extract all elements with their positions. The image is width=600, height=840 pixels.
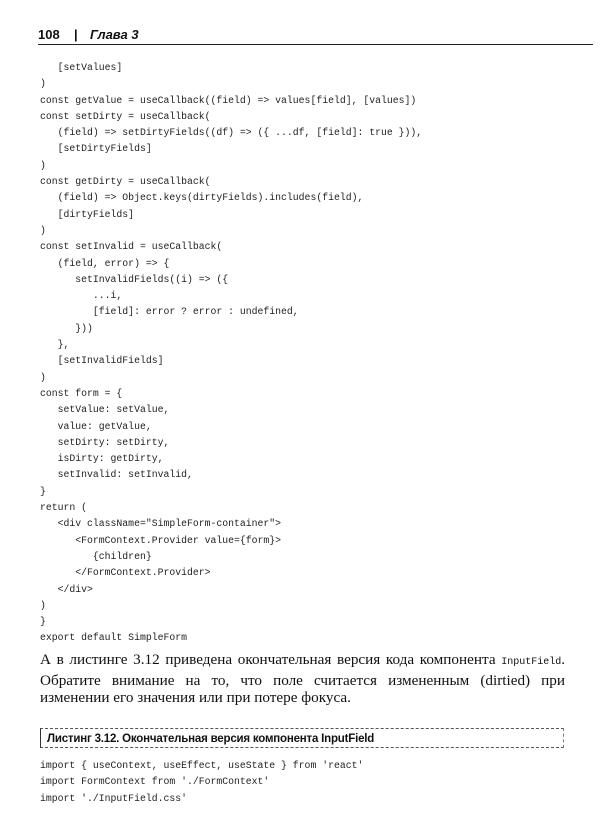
code-line: [setValues] <box>40 62 123 73</box>
code-line: value: getValue, <box>40 420 152 432</box>
code-line: const getValue = useCallback((field) => values[field], [values]) <box>40 94 417 106</box>
inline-code-term: InputField <box>501 657 562 668</box>
code-line: } <box>40 485 46 497</box>
code-line: const getDirty = useCallback( <box>40 176 211 188</box>
code-line: }, <box>40 339 70 351</box>
code-line: import FormContext from './FormContext' <box>40 776 270 788</box>
code-line: <FormContext.Provider value={form}> <box>40 534 282 546</box>
body-paragraph <box>40 651 565 707</box>
code-line: {children} <box>40 550 152 562</box>
code-line: (field) => Object.keys(dirtyFields).includes(field), <box>40 192 364 204</box>
code-line: (field, error) => { <box>40 257 170 269</box>
code-line: setInvalid: setInvalid, <box>40 469 193 481</box>
code-line: ) <box>40 159 46 171</box>
page-number: 108 <box>38 27 60 42</box>
code-line: ) <box>40 78 46 90</box>
listing-caption: Листинг 3.12. Окончательная версия компонента InputField <box>40 728 564 748</box>
code-line: const setInvalid = useCallback( <box>40 241 223 253</box>
code-line: export default SimpleForm <box>40 632 187 644</box>
code-line: (field) => setDirtyFields((df) => ({ ...df, [field]: true })), <box>40 127 423 139</box>
code-line: ) <box>40 224 46 236</box>
code-line: const form = { <box>40 387 123 399</box>
code-line: ) <box>40 371 46 383</box>
code-line: setInvalidFields((i) => ({ <box>40 273 229 285</box>
code-line: [setDirtyFields] <box>40 143 152 155</box>
code-line: const setDirty = useCallback( <box>40 110 211 122</box>
code-line: import { useContext, useEffect, useState } from 'react' <box>40 760 364 771</box>
code-line: </div> <box>40 583 93 595</box>
code-line: return ( <box>40 502 88 514</box>
code-line: })) <box>40 322 93 334</box>
header-separator: | <box>74 27 78 42</box>
chapter-title: Глава 3 <box>90 27 139 42</box>
code-line: [dirtyFields] <box>40 208 135 220</box>
code-listing-inputfield <box>40 758 363 807</box>
page-header <box>38 26 593 45</box>
code-line: setDirty: setDirty, <box>40 436 170 448</box>
code-line: import './InputField.css' <box>40 792 187 804</box>
code-line: setValue: setValue, <box>40 404 170 416</box>
code-line: [field]: error ? error : undefined, <box>40 306 299 318</box>
code-line: [setInvalidFields] <box>40 355 164 367</box>
code-line: </FormContext.Provider> <box>40 567 211 579</box>
code-line: isDirty: getDirty, <box>40 453 164 465</box>
code-line: <div className="SimpleForm-container"> <box>40 518 282 530</box>
code-line: ) <box>40 599 46 611</box>
paragraph-text: А в листинге 3.12 приведена окончательная версия кода компонента <box>40 651 502 668</box>
code-line: } <box>40 616 46 628</box>
paragraph-text-continued: . Обратите внимание на то, что поле считается измененным (dirtied) при изменении его значения или при потере фокуса. <box>40 651 565 706</box>
code-line: ...i, <box>40 290 123 302</box>
code-listing-simpleform <box>40 60 422 647</box>
